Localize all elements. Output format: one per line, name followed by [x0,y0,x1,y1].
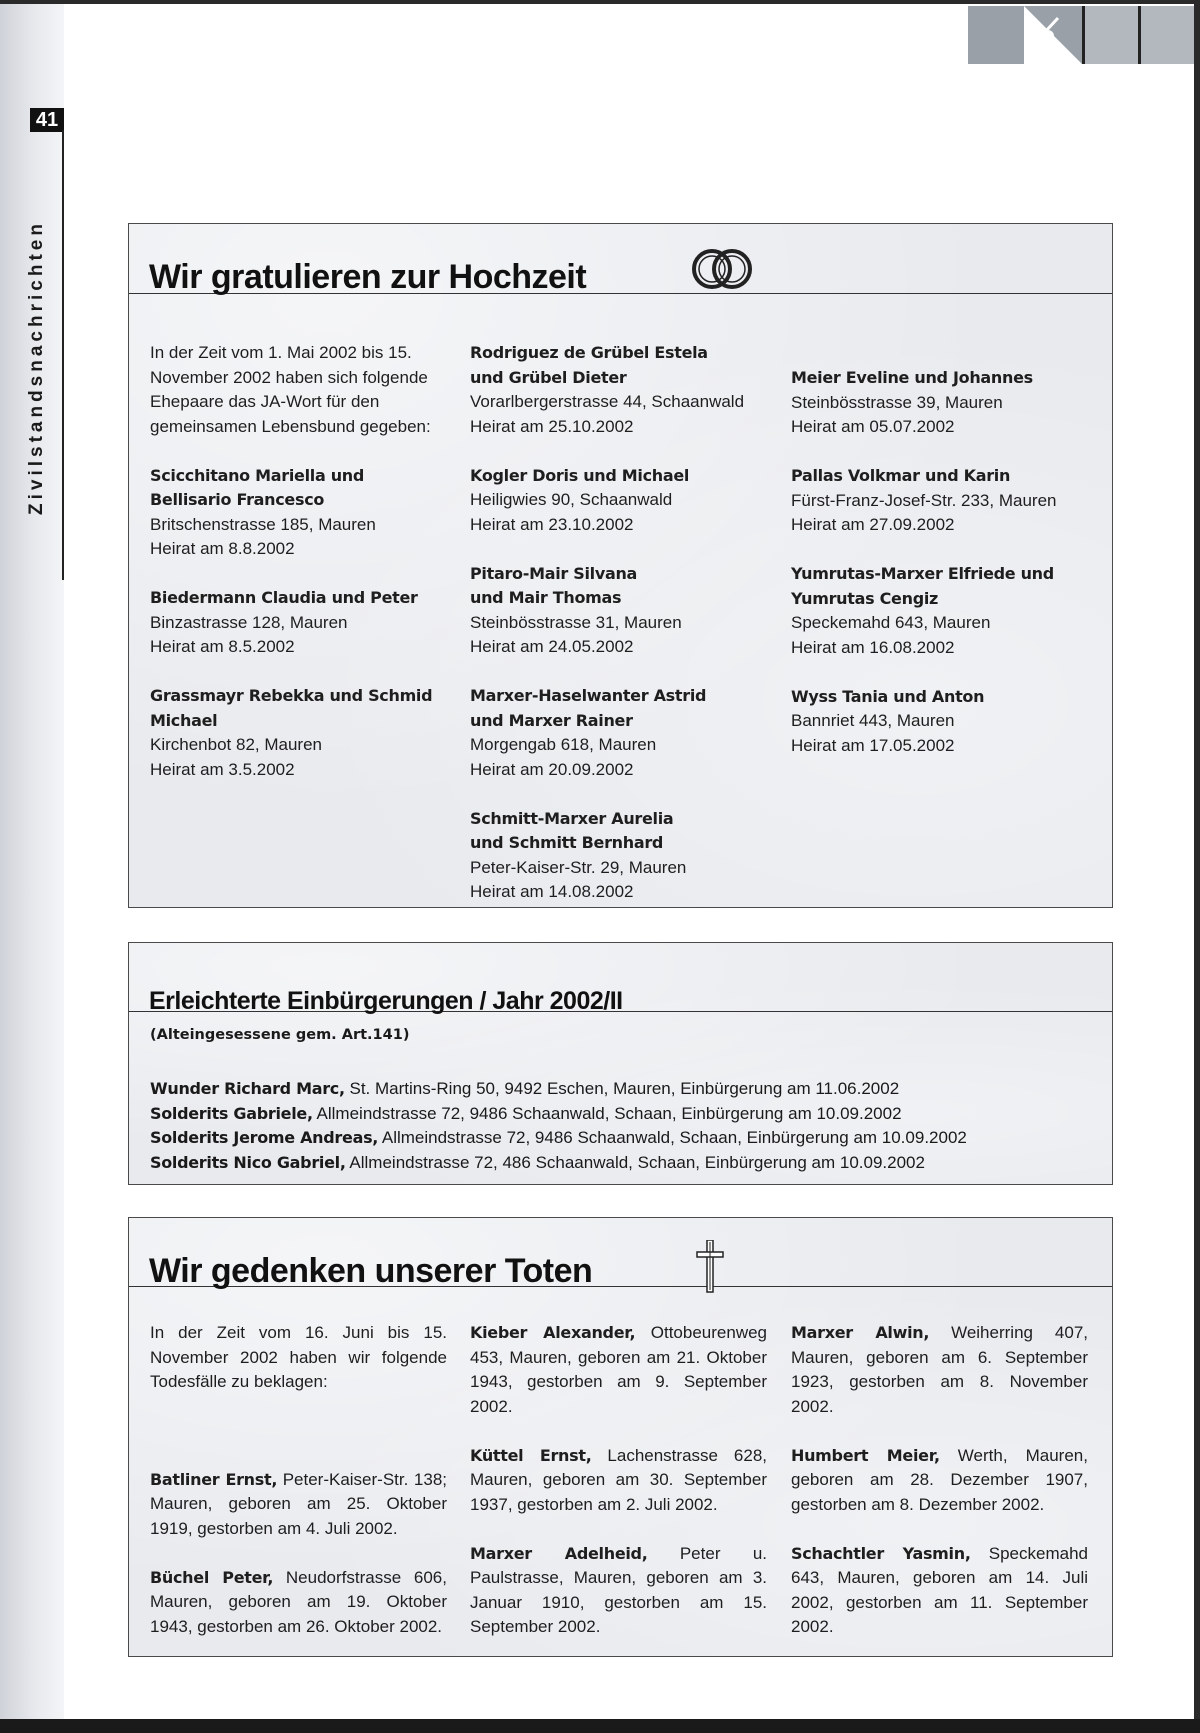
ornament-triangle [1024,6,1082,64]
death-entry [470,1321,767,1419]
wedding-entry [791,562,1091,660]
death-details: Weiherring 407, Mauren, geboren am 6. September 1923, gestorben am 8. November 2002. [791,1323,1088,1416]
couple-name: Kogler Doris und Michael [470,465,690,485]
naturalization-details: St. Martins-Ring 50, 9492 Eschen, Mauren, Einbürgerung am 11.06.2002 [344,1079,900,1098]
death-details: Peter-Kaiser-Str. 138; Mauren, geboren am 25. Oktober 1919, gestorben am 4. Juli 2002. [150,1469,447,1538]
couple-address: Speckemahd 643, Mauren [791,613,991,632]
wedding-entry [470,807,770,905]
deaths-title: Wir gedenken unserer Toten [149,1252,593,1290]
wedding-date: Heirat am 17.05.2002 [791,735,955,755]
ornament-cell [1138,6,1194,64]
death-entry [791,1542,1088,1640]
couple-address: Steinbösstrasse 31, Mauren [470,612,682,632]
naturalizations-subtitle: (Alteingesessene gem. Art.141) [150,1027,410,1043]
couple-name: Scicchitano Mariella und Bellisario Francesco [150,465,365,509]
deceased-name: Kieber Alexander, [470,1323,636,1342]
weddings-column-2 [470,341,770,929]
naturalizations-title-row [129,943,1112,1015]
couple-name: Grassmayr Rebekka und Schmid Michael [150,686,433,730]
naturalization-entry [150,1102,967,1127]
wedding-rings-icon [684,246,760,292]
wedding-entry [470,464,770,538]
death-entry [791,1321,1088,1419]
wedding-entry [470,341,770,439]
ornament-shade [968,6,1024,64]
deceased-name: Schachtler Yasmin, [791,1543,971,1563]
wedding-entry [791,464,1091,538]
naturalization-entry [150,1077,967,1102]
couple-name: Marxer-Haselwanter Astrid und Marxer Rainer [470,686,707,730]
couple-address: Kirchenbot 82, Mauren [150,735,322,754]
ornament-cell [1082,6,1138,64]
wedding-entry [791,685,1091,759]
section-label: Zivilstandsnachrichten [26,220,47,515]
wedding-date: Heirat am 24.05.2002 [470,637,634,656]
naturalization-details: Allmeindstrasse 72, 9486 Schaanwald, Schaan, Einbürgerung am 10.09.2002 [312,1103,902,1123]
wedding-entry [150,464,445,562]
wedding-date: Heirat am 20.09.2002 [470,759,634,779]
wedding-entry [150,586,445,660]
couple-address: Steinbösstrasse 39, Mauren [791,392,1003,412]
wedding-date: Heirat am 16.08.2002 [791,637,955,657]
corner-ornament [968,6,1194,64]
scan-border-top [0,0,1200,4]
couple-address: Bannriet 443, Mauren [791,711,955,730]
death-details: Peter u. Paulstrasse, Mauren, geboren am 3. Januar 1910, gestorben am 15. September 2002. [470,1543,767,1636]
scan-border-bottom [0,1719,1200,1733]
death-details: Speckemahd 643, Mauren, geboren am 14. Juli 2002, gestorben am 11. September 2002. [791,1543,1088,1636]
couple-name: Biedermann Claudia und Peter [150,588,418,607]
death-details: Werth, Mauren, geboren am 28. Dezember 1907, gestorben am 8. Dezember 2002. [791,1445,1088,1514]
couple-address: Peter-Kaiser-Str. 29, Mauren [470,857,687,877]
death-entry [470,1444,767,1518]
death-details: Ottobeurenweg 453, Mauren, geboren am 21. Oktober 1943, gestorben am 9. September 2002. [470,1323,767,1416]
person-name: Solderits Gabriele, [150,1103,313,1123]
weddings-box [128,223,1113,908]
death-details: Lachenstrasse 628, Mauren, geboren am 30. September 1937, gestorben am 2. Juli 2002. [470,1445,767,1514]
couple-address: Morgengab 618, Mauren [470,735,657,754]
person-name: Solderits Jerome Andreas, [150,1128,379,1147]
deceased-name: Marxer Adelheid, [470,1543,648,1563]
wedding-date: Heirat am 8.8.2002 [150,539,295,558]
deaths-column-2 [470,1321,767,1664]
wedding-date: Heirat am 25.10.2002 [470,416,634,436]
deceased-name: Marxer Alwin, [791,1323,930,1342]
deceased-name: Batliner Ernst, [150,1469,278,1489]
naturalizations-box [128,942,1113,1185]
death-entry [791,1444,1088,1518]
deaths-column-1 [150,1321,447,1664]
couple-address: Binzastrasse 128, Mauren [150,612,348,632]
deaths-box [128,1217,1113,1657]
deaths-column-3 [791,1321,1088,1664]
naturalization-details: Allmeindstrasse 72, 486 Schaanwald, Schaan, Einbürgerung am 10.09.2002 [345,1152,925,1172]
wedding-date: Heirat am 23.10.2002 [470,514,634,534]
person-name: Wunder Richard Marc, [150,1079,345,1098]
death-entry [150,1566,447,1640]
wedding-entry [791,366,1091,440]
wedding-entry [470,684,770,782]
weddings-title-row [129,224,1112,294]
weddings-title: Wir gratulieren zur Hochzeit [149,258,587,296]
couple-name: Rodriguez de Grübel Estela und Grübel Dieter [470,343,708,387]
couple-address: Heiligwies 90, Schaanwald [470,490,673,509]
couple-name: Schmitt-Marxer Aurelia und Schmitt Bernhard [470,808,674,852]
naturalization-details: Allmeindstrasse 72, 9486 Schaanwald, Schaan, Einbürgerung am 10.09.2002 [378,1128,967,1147]
crossed-symbols-icon [1024,6,1082,64]
weddings-column-3 [791,366,1091,783]
wedding-date: Heirat am 14.08.2002 [470,882,634,901]
person-name: Solderits Nico Gabriel, [150,1152,346,1172]
wedding-date: Heirat am 27.09.2002 [791,515,955,534]
couple-name: Meier Eveline und Johannes [791,368,1033,387]
weddings-intro: In der Zeit vom 1. Mai 2002 bis 15. November 2002 haben sich folgende Ehepaare das JA-Wort für den gemeinsamen Lebensbund gegeben: [150,343,431,436]
death-details: Neudorfstrasse 606, Mauren, geboren am 19. Oktober 1943, gestorben am 26. Oktober 2002. [150,1567,447,1636]
couple-name: Yumrutas-Marxer Elfriede und Yumrutas Cengiz [791,564,1054,608]
cross-icon [695,1240,725,1294]
naturalizations-list [150,1077,967,1175]
section-rule [62,130,64,580]
naturalization-entry [150,1151,967,1176]
scan-border-right [1194,0,1200,1733]
deceased-name: Büchel Peter, [150,1567,274,1587]
couple-name: Pitaro-Mair Silvana und Mair Thomas [470,563,638,607]
deaths-title-row [129,1218,1112,1290]
deaths-intro: In der Zeit vom 16. Juni bis 15. November 2002 haben wir folgende Todesfälle zu beklagen: [150,1323,447,1391]
weddings-column-1 [150,341,445,807]
naturalizations-title: Erleichterte Einbürgerungen / Jahr 2002/II [149,987,623,1015]
wedding-date: Heirat am 05.07.2002 [791,417,955,436]
deceased-name: Humbert Meier, [791,1445,940,1465]
wedding-entry [150,684,445,782]
couple-name: Wyss Tania und Anton [791,686,985,706]
wedding-date: Heirat am 8.5.2002 [150,637,295,656]
couple-address: Britschenstrasse 185, Mauren [150,514,376,534]
couple-name: Pallas Volkmar und Karin [791,466,1011,485]
death-entry [470,1542,767,1640]
page-number: 41 [30,108,64,132]
couple-address: Vorarlbergerstrasse 44, Schaanwald [470,392,745,411]
couple-address: Fürst-Franz-Josef-Str. 233, Mauren [791,490,1057,510]
death-entry [150,1468,447,1542]
wedding-date: Heirat am 3.5.2002 [150,759,295,779]
wedding-entry [470,562,770,660]
naturalization-entry [150,1126,967,1151]
deceased-name: Küttel Ernst, [470,1445,592,1465]
